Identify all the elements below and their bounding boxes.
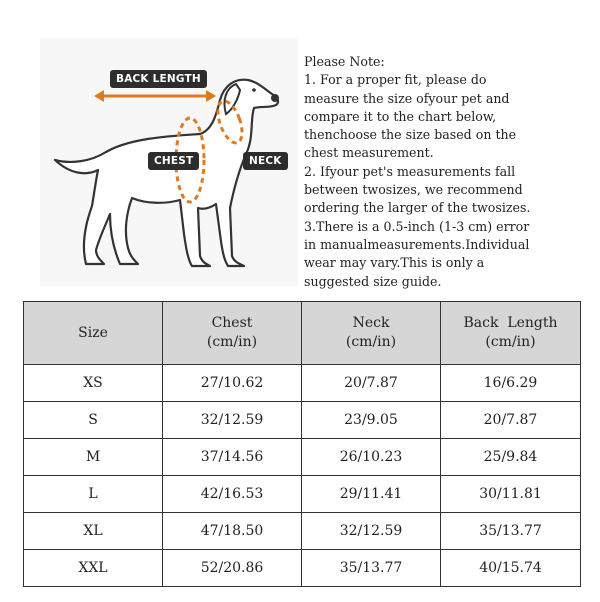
cell-chest: 27/10.62 (163, 365, 302, 402)
cell-size: M (24, 439, 163, 476)
note-line: suggested size guide. (304, 273, 442, 289)
note-line: ordering the larger of the twosizes. (304, 200, 531, 216)
note-line: compare it to the chart below, (304, 108, 497, 124)
cell-back-length: 40/15.74 (441, 550, 581, 587)
note-line: 2. Ifyour pet's measurements fall (304, 163, 516, 179)
cell-neck: 23/9.05 (302, 402, 441, 439)
neck-label: NECK (243, 152, 288, 170)
note-line: thenchoose the size based on the (304, 127, 517, 143)
cell-chest: 52/20.86 (163, 550, 302, 587)
cell-size: XXL (24, 550, 163, 587)
cell-chest: 32/12.59 (163, 402, 302, 439)
table-row (24, 513, 581, 550)
table-row (24, 402, 581, 439)
cell-chest: 47/18.50 (163, 513, 302, 550)
dog-eye (252, 88, 256, 92)
cell-size: XS (24, 365, 163, 402)
cell-back-length: 35/13.77 (441, 513, 581, 550)
header-chest (163, 302, 302, 365)
note-line: in manualmeasurements.Individual (304, 236, 530, 252)
cell-neck: 32/12.59 (302, 513, 441, 550)
header-chest-label: Chest (211, 315, 253, 331)
table-header-row (24, 302, 581, 365)
note-line: Please Note: (304, 54, 385, 69)
size-chart-table (23, 301, 581, 587)
note-line: chest measurement. (304, 145, 434, 161)
header-chest-unit: (cm/in) (206, 334, 258, 350)
header-size (24, 302, 163, 365)
back-length-label: BACK LENGTH (110, 70, 207, 88)
chest-label: CHEST (148, 152, 199, 170)
header-back-length (441, 302, 581, 365)
cell-back-length: 20/7.87 (441, 402, 581, 439)
cell-neck: 26/10.23 (302, 439, 441, 476)
cell-neck: 29/11.41 (302, 476, 441, 513)
header-back-length-label: Back Length (463, 315, 558, 331)
header-neck (302, 302, 441, 365)
cell-size: S (24, 402, 163, 439)
cell-chest: 37/14.56 (163, 439, 302, 476)
note-line: 1. For a proper fit, please do (304, 72, 487, 88)
cell-neck: 35/13.77 (302, 550, 441, 587)
cell-chest: 42/16.53 (163, 476, 302, 513)
table-row (24, 476, 581, 513)
table-row (24, 439, 581, 476)
cell-size: XL (24, 513, 163, 550)
table-row (24, 550, 581, 587)
table-row (24, 365, 581, 402)
header-back-length-unit: (cm/in) (485, 334, 536, 350)
dog-measurement-diagram (40, 38, 298, 286)
cell-neck: 20/7.87 (302, 365, 441, 402)
dog-nose (271, 94, 279, 102)
note-line: wear may vary.This is only a (304, 255, 485, 271)
header-size-label: Size (78, 324, 108, 341)
header-neck-unit: (cm/in) (345, 334, 397, 350)
note-line: measure the size ofyour pet and (304, 90, 510, 106)
cell-back-length: 16/6.29 (441, 365, 581, 402)
cell-back-length: 25/9.84 (441, 439, 581, 476)
header-neck-label: Neck (352, 315, 390, 331)
cell-size: L (24, 476, 163, 513)
size-guide-note (304, 53, 594, 291)
note-line: 3.There is a 0.5-inch (1-3 cm) error (304, 218, 530, 234)
cell-back-length: 30/11.81 (441, 476, 581, 513)
note-line: between twosizes, we recommend (304, 182, 523, 198)
